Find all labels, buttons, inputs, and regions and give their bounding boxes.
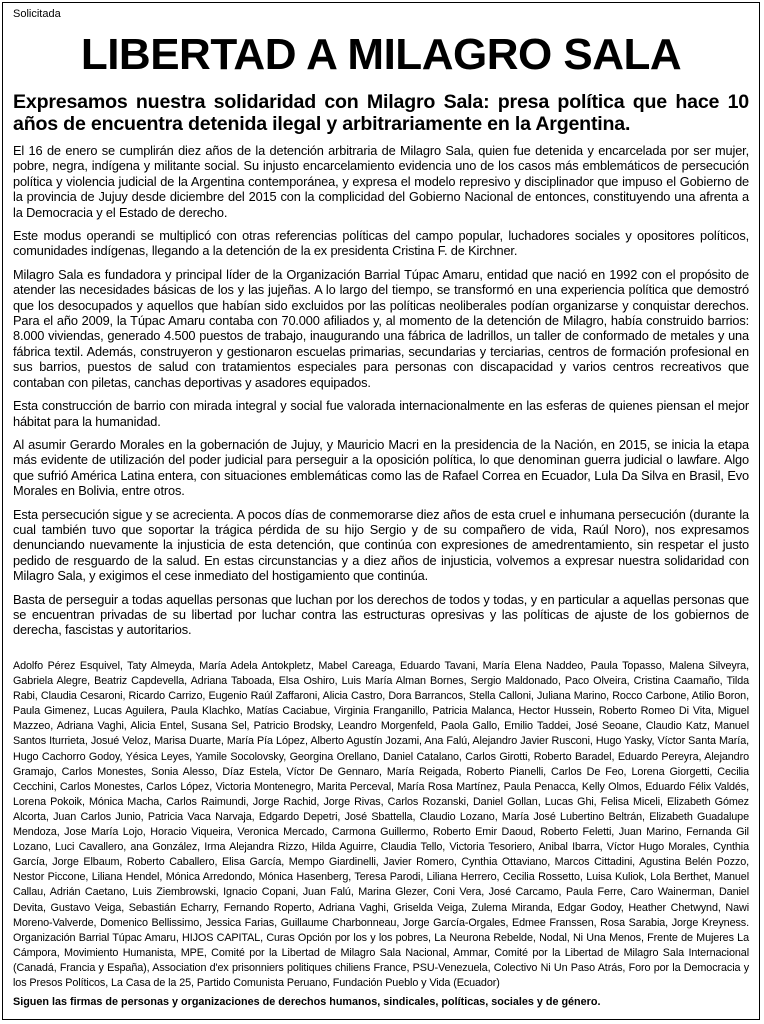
signatories-list: Adolfo Pérez Esquivel, Taty Almeyda, María Adela Antokpletz, Mabel Careaga, Eduardo Tavani, María Elena Naddeo, Paula Topasso, Malena Silveyra, Gabriela Alegre, Beatriz Capdevella, Adriana Taboada, Elsa Oshiro, Luis María Alman Bornes, Sergio Maldonado, Paco Olveira, Cristina Caamaño, Tilda Rabi, Claudia Cesaroni, Ricardo Carrizo, Eugenio Raúl Zaffaroni, Alicia Castro, Dora Barrancos, Stella Calloni, Juliana Marino, Rocco Carbone, Atilio Boron, Paula Gimenez, Lucas Aguilera, Paula Klachko, Matías Caciabue, Virginia Franganillo, Patricia Malanca, Hector Hussein, Roberto Romeo Di Vita, Miguel Mazzeo, Adriana Vaghi, Alicia Entel, Susana Sel, Patricio Brodsky, Leandro Morgenfeld, Paola Gallo, Emilio Taddei, José Seoane, Claudio Katz, Manuel Santos Iturrieta, Josué Veloz, Marisa Duarte, María Pía López, Alberto Agustín Jozami, Ana Falú, Alejandro Javier Rusconi, Hugo Yasky, Víctor Santa María, Hugo Cachorro Godoy, Yésica Leyes, Yamile Socolovsky, Georgina Orellano, Daniel Catalano, Carlos Girotti, Roberto Baradel, Eduardo Pereyra, Alejandro Gramajo, Carlos Monestes, Sonia Alesso, Díaz Estela, Víctor De Gennaro, María Reigada, Roberto Pianelli, Carlos De Feo, Lorena Giorgetti, Cecilia Cecchini, Carlos Monestes, Carlos López, Victoria Montenegro, Marita Perceval, María Rosa Martínez, Paula Penacca, Kelly Olmos, Eduardo Félix Valdés, Lorena Pokoik, Mónica Macha, Carlos Raimundi, Jorge Rachid, Jorge Rivas, Carlos Rozanski, Daniel Gollan, Lucas Ghi, Felisa Miceli, Elizabeth Gómez Alcorta, Juan Carlos Junio, Patricia Vaca Narvaja, Edgardo Depetri, José Sbattella, Claudio Lozano, María José Lubertino Beltrán, Elizabeth Guadalupe Mendoza, Jose María Lojo, Horacio Viqueira, Veronica Mercado, Carmona Guillermo, Roberto Emir Daoud, Roberto Feletti, Juan Marino, Fernanda Gil Lozano, Luci Cavallero, ana González, Irma Alejandra Rizzo, Hilda Aguirre, Claudia Tello, Victoria Tesoriero, Anibal Ibarra, Víctor Hugo Morales, Cynthia García, Jorge Elbaum, Roberto Caballero, Elisa García, Mempo Giardinelli, Javier Romero, Cynthia Ottaviano, Marcos Cittadini, Agustina Belén Pozzo, Nestor Piccone, Liliana Hendel, Mónica Arredondo, Mónica Hasenberg, Teresa Parodi, Liliana Herrero, Cecilia Rossetto, Luisa Kuliok, Lola Berthet, Manuel Callau, Adrián Caetano, Luis Ziembrowski, Ignacio Copani, Juan Falú, Marina Glezer, Coni Vera, José Carcamo, Paula Ferre, Caro Wainerman, Daniel Devita, Gustavo Veiga, Sebastián Echarry, Fernando Roperto, Adriana Vaghi, Griselda Veiga, Zulema Miranda, Edgar Godoy, Heather Chetwynd, Nawi Moreno-Valverde, Domenico Bellissimo, Jessica Farias, Guillaume Charbonneau, Jorge García-Orgales, Edmee Franssen, Rosa Sarabia, Jorge Kreyness. Organización Barrial Túpac Amaru, HIJOS CAPITAL, Curas Opción por los y los pobres, La Neurona Rebelde, Nodal, Ni Una Menos, Frente de Mujeres La Cámpora, Movimiento Humanista, MPE, Comité por la Libertad de Milagro Sala Nacional, Ammar, Comité por la Libertad de Milagro Sala Internacional (Canadá, Francia y España), Association d'ex prisonniers politiques chiliens France, PSU-Venezuela, Colectivo Ni Un Paso Atrás, Foro por la Democracia y los Presos Políticos, La Casa de la 25, Partido Comunista Peruano, Fundación Pueblo y Vida (Ecuador) (13, 660, 749, 989)
paragraph: Esta persecución sigue y se acrecienta. A pocos días de conmemorarse diez años de esta cruel e inhumana persecución (durante la cual también tuvo que soportar la trágica pérdida de su hijo Sergio y de su compañero de vida, Raúl Noro), nos expresamos denunciando nuevamente la injusticia de esta detención, que continúa con expresiones de amedrentamiento, sin respetar el justo pedido de resguardo de la salud. En estas circunstancias y a diez años de injusticia, volvemos a expresar nuestra solidaridad con Milagro Sala, y exigimos el cese inmediato del hostigamiento que continúa. (13, 506, 749, 584)
paragraph: Milagro Sala es fundadora y principal líder de la Organización Barrial Túpac Amaru, entidad que nació en 1992 con el propósito de atender las necesidades básicas de los y las jujeñas. A lo largo del tiempo, se transformó en una experiencia política que demostró que los desocupados y aquellos que habían sido excluidos por las políticas neoliberales podían organizarse y conquistar derechos. Para el año 2009, la Túpac Amaru contaba con 70.000 afiliados y, al momento de la detención de Milagro, había construido barrios: 8.000 viviendas, generado 4.500 puestos de trabajo, inaugurando una fábrica de ladrillos, un taller de conformado de metales y una fábrica textil. Además, construyeron y gestionaron escuelas primarias, secundarias y terciarias, centros de formación profesional en sus barrios, puestos de salud con tratamientos especiales para personas con discapacidad y varios centros recreativos que contaban con piletas, canchas deportivas y asadores equipados. (13, 266, 749, 390)
page-title: LIBERTAD A MILAGRO SALA (80, 30, 682, 79)
paragraph: Esta construcción de barrio con mirada integral y social fue valorada internacionalmente en las esferas de quienes piensan el mejor hábitat para la humanidad. (13, 398, 749, 429)
footer-note: Siguen las firmas de personas y organizaciones de derechos humanos, sindicales, políticas, sociales y de género. (13, 996, 601, 1008)
paragraph: Basta de perseguir a todas aquellas personas que luchan por los derechos de todos y todas, y en particular a aquellas personas que se encuentran privadas de su libertad por luchar contra las estructuras opresivas y las políticas de ajuste de los gobiernos de derecha, fascistas y autoritarios. (13, 591, 749, 638)
paragraph: Este modus operandi se multiplicó con otras referencias políticas del campo popular, luchadores sociales y opositores políticos, comunidades indígenas, llegando a la detención de la ex presidenta Cristina F. de Kirchner. (13, 228, 749, 259)
paragraph: Al asumir Gerardo Morales en la gobernación de Jujuy, y Mauricio Macri en la presidencia de la Nación, en 2015, se inicia la etapa más evidente de utilización del poder judicial para perseguir a la oposición política, lo que denominan guerra judicial o lawfare. Algo que sufrió América Latina entera, con situaciones emblemáticas como las de Rafael Correa en Ecuador, Lula Da Silva en Brasil, Evo Morales en Bolivia, entre otros. (13, 436, 749, 499)
body-text (13, 143, 749, 646)
paragraph: El 16 de enero se cumplirán diez años de la detención arbitraria de Milagro Sala, quien fue detenida y encarcelada por ser mujer, pobre, negra, indígena y militante social. Su injusto encarcelamiento evidencia uno de los casos más emblemáticos de persecución política y violencia judicial de la Argentina contemporánea, y expresa el modelo represivo y disciplinador que impuso el Gobierno de la provincia de Jujuy desde diciembre del 2015 con la complicidad del Gobierno Nacional de entonces, constituyendo una afrenta a la Democracia y el Estado de derecho. (13, 143, 749, 220)
solicitada-label: Solicitada (13, 8, 61, 20)
subtitle: Expresamos nuestra solidaridad con Milagro Sala: presa política que hace 10 años de encuentra detenida ilegal y arbitrariamente en la Argentina. (13, 91, 749, 135)
notice-frame (2, 2, 760, 1020)
